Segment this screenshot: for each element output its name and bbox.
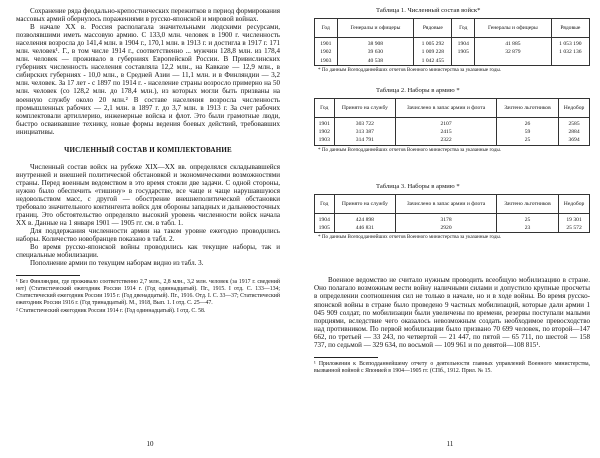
table-cell: 39 630	[337, 48, 414, 56]
table-cell: 446 831	[334, 224, 396, 233]
table-cell: 2107	[396, 117, 497, 128]
table-cell: 3694	[559, 136, 590, 145]
paragraph: Военное ведомство не считало нужным проводить всеобщую мобилизацию в стране. Оно полагало возможным вести войну наличными силами и допустило крупные просчеты в определении соотношения сил не только в начале, но и в ходе войны. Во время русско-японской войны в стране было проведено 9 частных мобилизаций, которые дали армии 1 045 909 солдат, по мобилизации были увеличены по времени, резервы поступали малыми порциями, вследствие чего оказалось невозможным создать необходимое превосходство над противником. По первой мобилизации было призвано 70 699 человек, по второй—147 662, по третьей — 33 243, по четвертой — 21 447, по пятой — 65 711, по шестой — 158 737, по седьмой — 329 634, по восьмой — 109 961 и по девятой—108 815¹.	[314, 276, 590, 349]
table-header: Генералы и офицеры	[475, 19, 552, 38]
table-row	[315, 38, 590, 49]
table-header: Год	[315, 19, 338, 38]
table-cell: 1902	[315, 128, 335, 136]
table-row	[315, 213, 590, 224]
table-header: Принято на службу	[334, 194, 396, 213]
footnote: ¹ Без Финляндии, где проживало соответственно 2,7 млн., 2,8 млн., 3,2 млн. человек (за 1917 г. сведений нет) (Статистический ежегодник России 1914 г. (Год одиннадцатый). Пг., 1915. I отд. С. 133—134; Статистический ежегодник России 1915 г. (Год двенадцатый). Пг., 1916. Отд. I. С. 33—37; Статистический ежегодник России 1916 г. (Год тринадцатый). М., 1918, Вып. 1. I отд. С. 25—47.	[16, 279, 280, 307]
table-cell: 1 042 455	[414, 57, 452, 66]
table-cell: 25 572	[559, 224, 590, 233]
table-caption: Таблица 3. Наборы в армию *	[376, 182, 460, 190]
table-cell: 25	[496, 213, 558, 224]
left-text-column	[16, 7, 280, 316]
table-header: Недобор	[559, 194, 590, 213]
page-number: 11	[446, 440, 454, 448]
table-row	[315, 128, 590, 136]
table-cell: 1905	[452, 48, 475, 56]
table-caption: Таблица 2. Наборы в армию *	[376, 86, 460, 94]
footnote: ¹ Приложения к Всеподданнейшему отчету о деятельности главных управлений Военного министерства, вызванной войной с Японией в 1904—1905 гг. (СПб., 1912. Прил. № 15.	[314, 360, 590, 374]
paragraph: Численный состав войск на рубеже XIX—XX вв. определялся складывавшейся внутренней и внешней политической обстановкой и экономическими возможностями страны. Перед военным ведомством в это время стояли две задачи. С одной стороны, нужно было обеспечить «тишину» в государстве, все чаще и чаще нарушавшуюся недовольством масс, с другой — обострение внешнеполитической обстановки требовало значительного контингента войск для обороны западных и дальневосточных границ. Это обстоятельство определяло высокий уровень численности войск начала XX в. Данные на 1 января 1901 — 1905 гг. см. в табл. 1.	[16, 162, 280, 228]
table-cell: 1903	[315, 57, 338, 66]
table-header: Рядовые	[414, 19, 452, 38]
table-cell: 1901	[315, 38, 338, 49]
paragraph: Пополнение армии по текущим наборам видно из табл. 3.	[30, 259, 204, 268]
paragraph: Для поддержания численности армии на таком уровне ежегодно проводились наборы. Количество новобранцев показано в табл. 2.	[16, 227, 280, 244]
right-text-column	[314, 7, 590, 376]
table-cell: 32 879	[475, 48, 552, 56]
table-row	[315, 117, 590, 128]
table-header: Зачислено в запас армии и флота	[396, 98, 497, 117]
table-cell: 424 898	[334, 213, 396, 224]
table-recruitment-1904-1905	[314, 194, 590, 234]
table-cell: 38 908	[337, 38, 414, 49]
table-caption: Таблица 1. Численный состав войск*	[376, 7, 481, 14]
table-header: Зачтено льготников	[496, 194, 558, 213]
footnote-rule	[314, 357, 378, 358]
table-cell: 1902	[315, 48, 338, 56]
table-cell: 59	[496, 128, 558, 136]
table-cell: 2884	[559, 128, 590, 136]
table-row	[315, 224, 590, 233]
table-cell: 303 722	[334, 117, 396, 128]
table-header: Зачтено льготников	[496, 98, 558, 117]
table-header: Год	[315, 98, 335, 117]
table-cell: 2920	[396, 224, 497, 233]
footnote-rule	[16, 275, 80, 276]
table-cell: 1 032 136	[551, 48, 589, 56]
table-cell: 19 301	[559, 213, 590, 224]
table-cell: 2585	[559, 117, 590, 128]
table-cell: 2322	[396, 136, 497, 145]
table-note: * По данным Всеподданнейших отчетов Военного министерства за указанные годы.	[318, 234, 502, 241]
table-troop-strength	[314, 18, 590, 66]
table-cell: 1904	[452, 38, 475, 49]
table-note: * По данным Всеподданнейших отчетов Военного министерства за указанные годы.	[318, 146, 502, 153]
table-header: Генералы и офицеры	[337, 19, 414, 38]
table-header: Год	[315, 194, 335, 213]
table-cell	[551, 57, 589, 66]
table-cell: 1903	[315, 136, 335, 145]
table-cell: 313 387	[334, 128, 396, 136]
table-cell	[452, 57, 475, 66]
paragraph: В начале XX в. Россия располагала значительными людскими ресурсами, позволявшими иметь массовую армию. С 133,0 млн. человек в 1900 г. численность населения возросла до 141,4 млн. в 1904 г., 170,1 млн. в 1913 г. и достигла в 1917 г. 171 млн. человек¹. Г., в том числе 1914 г., соответственно ... мужчин 128,8 млн. из 178,4 млн. человек — проживало в губерниях Европейской России. В Привислинских губерниях численность населения составляла 12,2 млн., на Кавказе — 12,9 млн., в сибирских губерниях - 10,0 млн., в Средней Азии — 11,1 млн. и в Финляндии — 3,2 млн. человек. За 17 лет - с 1897 по 1914 г. - население страны возросло примерно на 50 млн. человек (со 128,2 млн. до 178,4 млн.), из которых могли быть призваны на военную службу около 20 млн.² В составе населения возросла численность промышленных рабочих — 2,1 млн. в 1897 г. до 3,7 млн. в 1913 г. За счет рабочих комплектовали артиллерию, инженерные войска и флот. Это были грамотные люди, быстро осваивавшие технику, новые формы ведения боевых действий, требовавших инициативы.	[16, 23, 280, 136]
paragraph: Во время русско-японской войны проводились как текущие наборы, так и специальные мобилизации.	[16, 243, 280, 260]
page-number: 10	[146, 440, 154, 448]
right-page	[300, 0, 600, 458]
table-cell: 314 791	[334, 136, 396, 145]
table-cell: 23	[496, 224, 558, 233]
table-cell: 1905	[315, 224, 335, 233]
table-cell: 1901	[315, 117, 335, 128]
table-header: Год	[452, 19, 475, 38]
table-row	[315, 48, 590, 56]
table-header: Зачислено в запас армии и флота	[396, 194, 497, 213]
table-header: Принято на службу	[334, 98, 396, 117]
section-heading: ЧИСЛЕННЫЙ СОСТАВ И КОМПЛЕКТОВАНИЕ	[64, 145, 232, 154]
table-cell: 1 005 292	[414, 38, 452, 49]
table-cell: 1 053 190	[551, 38, 589, 49]
table-row	[315, 136, 590, 145]
table-note: * По данным Всеподданнейших отчетов Военного министерства за указанные годы.	[318, 66, 502, 73]
table-cell: 2415	[396, 128, 497, 136]
table-cell: 26	[496, 117, 558, 128]
table-cell: 1904	[315, 213, 335, 224]
table-cell: 25	[496, 136, 558, 145]
table-header: Недобор	[559, 98, 590, 117]
table-cell: 41 885	[475, 38, 552, 49]
paragraph: Сохранение ряда феодально-крепостнических пережитков в период формирования массовых армий обернулось поражениями в русско-японской и мировой войнах.	[16, 7, 280, 24]
table-cell	[475, 57, 552, 66]
table-cell: 40 538	[337, 57, 414, 66]
table-cell: 1 009 228	[414, 48, 452, 56]
table-cell: 3178	[396, 213, 497, 224]
footnote: ² Статистический ежегодник России 1914 г. (Год одиннадцатый). I отд. С. 58.	[16, 307, 206, 314]
table-row	[315, 57, 590, 66]
table-header: Рядовые	[551, 19, 589, 38]
table-recruitment-1901-1903	[314, 98, 590, 146]
